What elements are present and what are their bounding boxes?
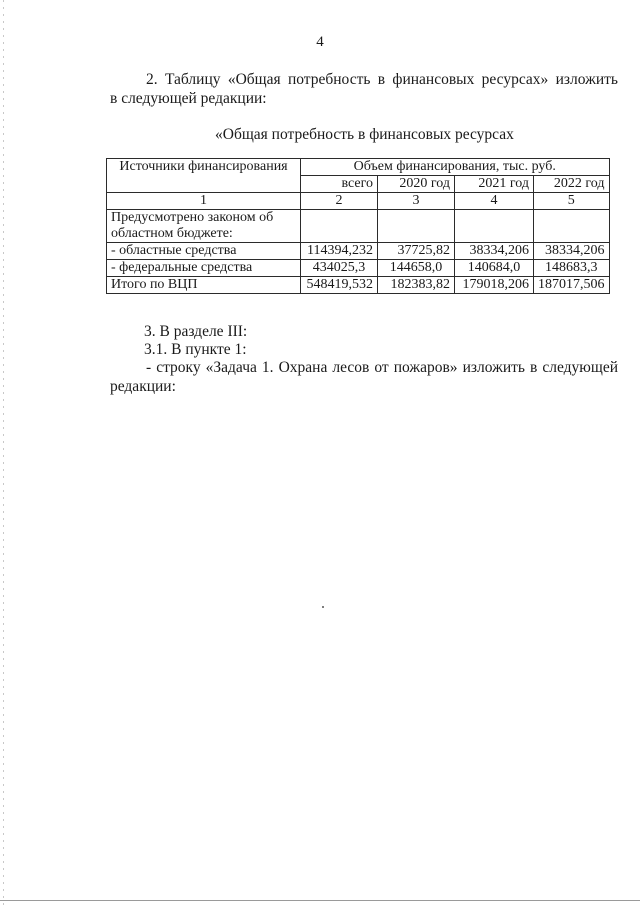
table-row: [107, 243, 610, 260]
header-source: Источники финансирования: [107, 159, 301, 193]
instruction-paragraph: [110, 358, 618, 396]
table-cell: [301, 210, 378, 243]
col-number: 5: [534, 193, 610, 210]
page-number: 4: [316, 34, 324, 50]
table-cell: 548419,532: [301, 277, 378, 294]
section-3-heading: 3. В разделе III:: [144, 323, 248, 340]
table-cell: [378, 210, 455, 243]
subheader-2022: 2022 год: [534, 176, 610, 193]
table-cell: 37725,82: [378, 243, 455, 260]
table-cell: 38334,206: [455, 243, 534, 260]
subheader-2021: 2021 год: [455, 176, 534, 193]
row-label-line-2: областном бюджете:: [111, 226, 233, 241]
intro-line-1: 2. Таблицу «Общая потребность в финансовых ресурсах» изложить: [146, 71, 618, 88]
row-label: [107, 210, 301, 243]
table-cell: 114394,232: [301, 243, 378, 260]
bottom-edge-line: [0, 900, 640, 901]
row-label: - федеральные средства: [107, 260, 301, 277]
table-header-row: [107, 159, 610, 176]
subheader-2020: 2020 год: [378, 176, 455, 193]
table-title: «Общая потребность в финансовых ресурсах: [215, 126, 514, 143]
row-label: Итого по ВЦП: [107, 277, 301, 294]
col-number: 3: [378, 193, 455, 210]
table-cell: 187017,506: [534, 277, 610, 294]
table-cell: 140684,0: [455, 260, 534, 277]
scan-edge-marks: [3, 0, 4, 905]
col-number: 2: [301, 193, 378, 210]
header-volume: Объем финансирования, тыс. руб.: [301, 159, 610, 176]
table-numbering-row: [107, 193, 610, 210]
table-row: [107, 210, 610, 243]
row-label: - областные средства: [107, 243, 301, 260]
table-cell: 434025,3: [301, 260, 378, 277]
table-row-total: [107, 277, 610, 294]
table-cell: 144658,0: [378, 260, 455, 277]
col-number: 4: [455, 193, 534, 210]
scan-speck: [322, 606, 324, 608]
instruction-line-2: редакции:: [110, 378, 176, 395]
table-cell: 38334,206: [534, 243, 610, 260]
table-cell: [534, 210, 610, 243]
table-cell: [455, 210, 534, 243]
row-label-line-1: Предусмотрено законом об: [111, 210, 274, 225]
section-3-1-heading: 3.1. В пункте 1:: [144, 341, 247, 358]
intro-line-2: в следующей редакции:: [110, 90, 267, 107]
intro-paragraph: [110, 70, 618, 108]
table-cell: 148683,3: [534, 260, 610, 277]
subheader-total: всего: [301, 176, 378, 193]
instruction-line-1: - строку «Задача 1. Охрана лесов от пожаров» изложить в следующей: [146, 359, 618, 376]
financing-table: [106, 158, 610, 294]
table-cell: 182383,82: [378, 277, 455, 294]
table-row: [107, 260, 610, 277]
table-cell: 179018,206: [455, 277, 534, 294]
col-number: 1: [107, 193, 301, 210]
